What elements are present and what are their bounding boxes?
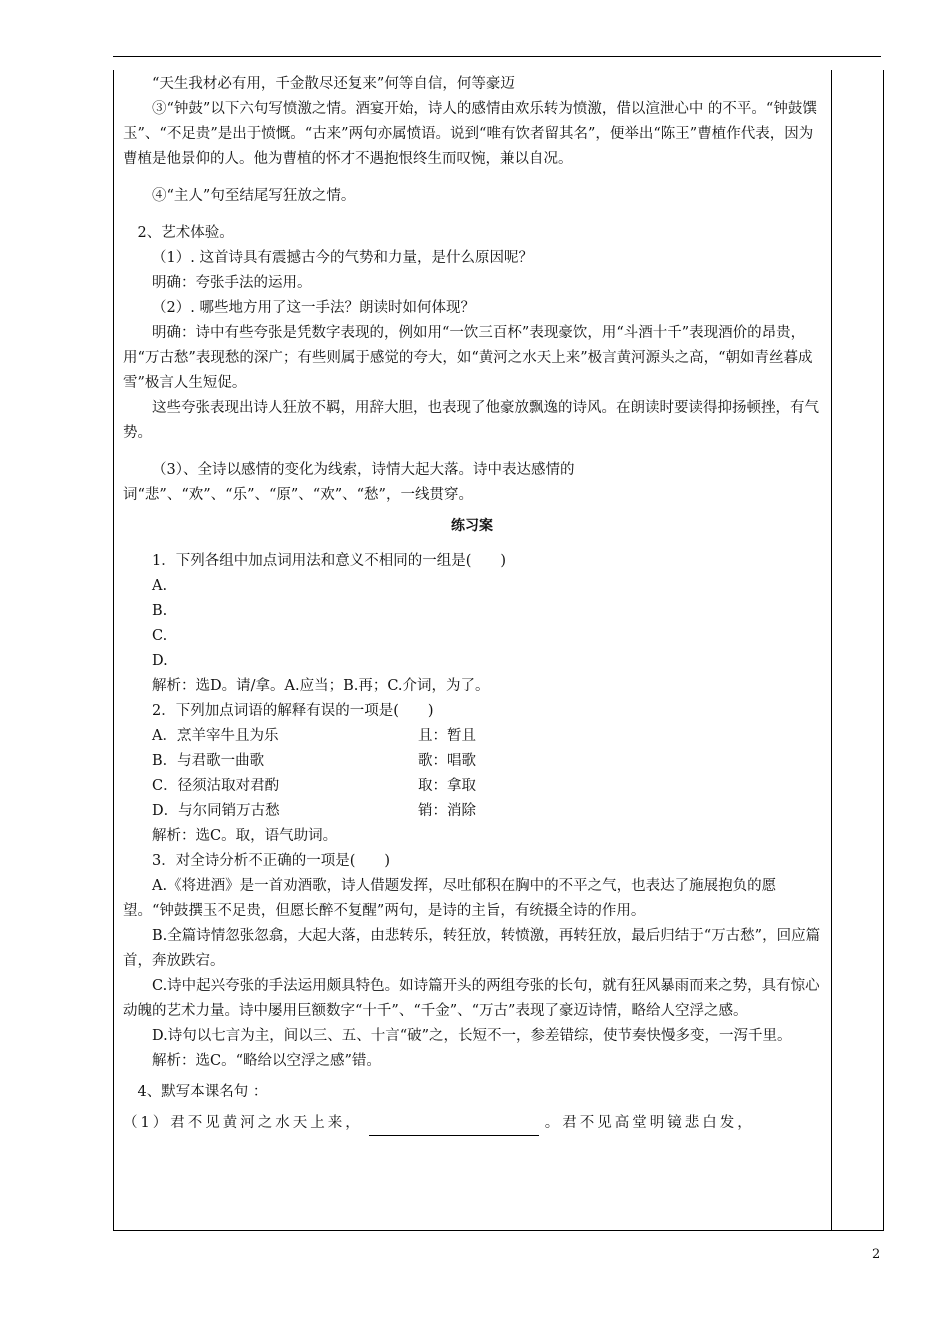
q1-stem: 1．下列各组中加点词用法和意义不相同的一组是( ): [152, 553, 507, 569]
answer-blank[interactable]: [369, 1119, 539, 1136]
q3-analysis: 解析：选C。“略给以空浮之感”错。: [152, 1053, 381, 1069]
q2-row: C．径须沽取对君酌 取：拿取: [152, 778, 476, 794]
question: （1）. 这首诗具有震撼古今的气势和力量，是什么原因呢？: [152, 250, 533, 266]
answer: 明确：诗中有些夸张是凭数字表现的，例如用“一饮三百杯”表现豪饮，用“斗酒十千”表现酒价的昂贵，用“万古愁”表现愁的深广；有些则属于感觉的夸大，如“黄河之水天上来”极言黄河源头之高，“朝如青丝暮成雪”极言人生短促。: [123, 325, 813, 391]
subheading: 2、艺术体验。: [137, 225, 234, 241]
q2-row: B．与君歌一曲歌 歌：唱歌: [152, 753, 476, 769]
paragraph: 这些夸张表现出诗人狂放不羁，用辞大胆，也表现了他豪放飘逸的诗风。在朗读时要读得抑扬顿挫，有气势。: [123, 400, 819, 441]
q3-option-d: D.诗句以七言为主，间以三、五、十言“破”之，长短不一，参差错综，使节奏快慢多变，一泻千里。: [152, 1028, 792, 1044]
q3-option-b: B.全篇诗情忽张忽翕，大起大落，由悲转乐，转狂放，转愤激，再转狂放，最后归结于“万古愁”，回应篇首，奔放跌宕。: [123, 928, 821, 969]
header-rule: [113, 56, 881, 57]
paragraph: ④“主人”句至结尾写狂放之情。: [152, 188, 356, 204]
main-cell: [123, 72, 821, 1136]
q4-line: （1）君不见黄河之水天上来， 。君不见高堂明镜悲白发，: [123, 1111, 821, 1136]
q1-option-d: D.: [152, 653, 168, 669]
q1-option-a: A.: [152, 578, 168, 594]
page-number: 2: [872, 1247, 881, 1262]
answer: 明确：夸张手法的运用。: [152, 275, 312, 291]
q1-option-b: B.: [152, 603, 168, 619]
q3-stem: 3．对全诗分析不正确的一项是( ): [152, 853, 391, 869]
q3-option-a: A.《将进酒》是一首劝酒歌，诗人借题发挥，尽吐郁积在胸中的不平之气，也表达了施展抱负的愿望。“钟鼓撰玉不足贵，但愿长醉不复醒”两句，是诗的主旨，有统摄全诗的作用。: [123, 878, 777, 919]
q2-row: A．烹羊宰牛且为乐 且：暂且: [152, 728, 476, 744]
text-line: “天生我材必有用，千金散尽还复来”何等自信，何等豪迈: [152, 76, 515, 92]
q1-analysis: 解析：选D。请/拿。A.应当；B.再；C.介词，为了。: [152, 678, 490, 694]
q2-analysis: 解析：选C。取，语气助词。: [152, 828, 338, 844]
section-title: 练习案: [451, 518, 493, 534]
question: （2）. 哪些地方用了这一手法？朗读时如何体现？: [152, 300, 475, 316]
paragraph: （3）、全诗以感情的变化为线索，诗情大起大落。诗中表达感情的词“悲”、“欢”、“乐”、“原”、“欢”、“愁”，一线贯穿。: [123, 462, 575, 503]
q2-row: D．与尔同销万古愁 销：消除: [152, 803, 476, 819]
q1-option-c: C.: [152, 628, 168, 644]
paragraph: ③“钟鼓”以下六句写愤激之情。酒宴开始，诗人的感情由欢乐转为愤激，借以渲泄心中 的不平。“钟鼓馔玉”、“不足贵”是出于愤慨。“古来”两句亦属愤语。说到“唯有饮者留其名”，便举出“陈王”曹植作代表，因为曹植是他景仰的人。他为曹植的怀才不遇抱恨终生而叹惋，兼以自况。: [123, 101, 817, 167]
q4-stem: 4、默写本课名句 ：: [137, 1084, 268, 1100]
table-column-divider: [831, 70, 832, 1230]
q2-stem: 2．下列加点词语的解释有误的一项是( ): [152, 703, 434, 719]
q3-option-c: C.诗中起兴夸张的手法运用颇具特色。如诗篇开头的两组夸张的长句，就有狂风暴雨而来之势，具有惊心动魄的艺术力量。诗中屡用巨额数字“十千”、“千金”、“万古”表现了豪迈诗情，略给人空浮之感。: [123, 978, 820, 1019]
